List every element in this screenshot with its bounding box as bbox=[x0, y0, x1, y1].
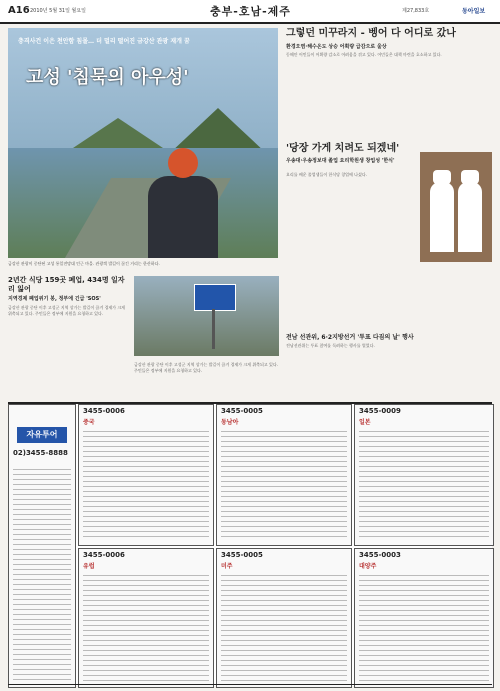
ad-cell-brand: 미주 bbox=[221, 563, 233, 570]
ad-cell[interactable] bbox=[78, 548, 214, 688]
edition-number: 제27,833호 bbox=[402, 8, 430, 14]
second-headline: '당장 가게 치려도 되겠네' bbox=[286, 143, 400, 154]
right-headline: 그렇던 미꾸라지 - 벵어 다 어디로 갔나 bbox=[286, 28, 456, 39]
ad-cell-brand: 동남아 bbox=[221, 419, 239, 426]
main-kicker: 충격사건 이은 천안함 침몰… 더 멀리 떨어진 금강산 관광 재개 꿈 bbox=[18, 38, 190, 45]
second-body: 요리를 배운 졸업생들이 한식당 창업에 나섰다. bbox=[286, 172, 368, 177]
chefs-photo bbox=[420, 152, 492, 262]
ad-cell-brand: 일본 bbox=[359, 419, 371, 426]
ad-cell-phone: 3455-0009 bbox=[359, 407, 401, 415]
ad-cell[interactable] bbox=[354, 404, 494, 546]
photo-caption: 금강산 관광이 중단된 고성 통일전망대 인근 마을. 관광객 발길이 끊긴 거리는 한산하다. bbox=[8, 261, 160, 266]
event-title: 전남 선관위, 6·2지방선거 '투표 다짐의 날' 행사 bbox=[286, 334, 414, 341]
road-photo bbox=[134, 276, 279, 356]
ad-cell[interactable] bbox=[216, 404, 352, 546]
left-story bbox=[8, 276, 128, 395]
event-story bbox=[286, 332, 492, 349]
ad-cell-phone: 3455-0006 bbox=[83, 407, 125, 415]
right-body: 동해안 어민들이 어획량 감소로 어려움을 겪고 있다. 어민들은 대책 마련을 호소하고 있다. bbox=[286, 52, 442, 57]
event-body: 전남선관위는 투표 참여를 독려하는 행사를 열었다. bbox=[286, 343, 375, 348]
ad-cell-phone: 3455-0006 bbox=[83, 551, 125, 559]
ad-logo: 자유투어 bbox=[17, 427, 67, 443]
ad-cell-phone: 3455-0003 bbox=[359, 551, 401, 559]
ad-phone: 02)3455-8888 bbox=[13, 449, 68, 457]
page-number: A16 bbox=[8, 5, 30, 16]
ad-cell-brand: 대양주 bbox=[359, 563, 377, 570]
ad-cell-phone: 3455-0005 bbox=[221, 407, 263, 415]
ad-cell-brand: 유럽 bbox=[83, 563, 95, 570]
left-subheadline: 지역경제 폐업위기 봉, 정부에 긴급 'SOS' bbox=[8, 296, 101, 302]
main-ad[interactable] bbox=[8, 404, 76, 688]
ad-cell[interactable] bbox=[216, 548, 352, 688]
main-headline: 고성 '침묵의 아우성' bbox=[26, 67, 189, 88]
publisher-name: 동아일보 bbox=[462, 8, 486, 15]
page-header bbox=[0, 0, 500, 24]
ad-section bbox=[8, 402, 492, 686]
left-body: 금강산 관광 중단 이후 고성군 지역 상가는 발길이 끊겨 경제가 크게 위축되고 있다. 주민들은 정부에 지원을 요청하고 있다. bbox=[8, 305, 126, 316]
issue-date: 2010년 5월 31일 월요일 bbox=[30, 8, 87, 14]
left-headline: 2년간 식당 159곳 폐업, 434명 일자리 잃어 bbox=[8, 276, 125, 293]
ad-cell-brand: 중국 bbox=[83, 419, 95, 426]
page-footer bbox=[8, 684, 492, 690]
ad-cell[interactable] bbox=[78, 404, 214, 546]
ad-cell-phone: 3455-0005 bbox=[221, 551, 263, 559]
second-subheadline: 우송대·우송정보대 졸업 요리학원생 창업성 '한식' bbox=[286, 158, 395, 164]
mid-column-text: 금강산 관광 중단 이후 고성군 지역 상가는 발길이 끊겨 경제가 크게 위축되고 있다. 주민들은 정부에 지원을 요청하고 있다. bbox=[134, 362, 279, 373]
main-story-photo bbox=[8, 28, 278, 258]
right-column bbox=[286, 28, 492, 58]
right-subheadline: 환경오염·해수온도 상승 어획량 급감으로 울상 bbox=[286, 44, 387, 50]
section-title: 충부-호남-제주 bbox=[210, 5, 291, 18]
ad-cell[interactable] bbox=[354, 548, 494, 688]
